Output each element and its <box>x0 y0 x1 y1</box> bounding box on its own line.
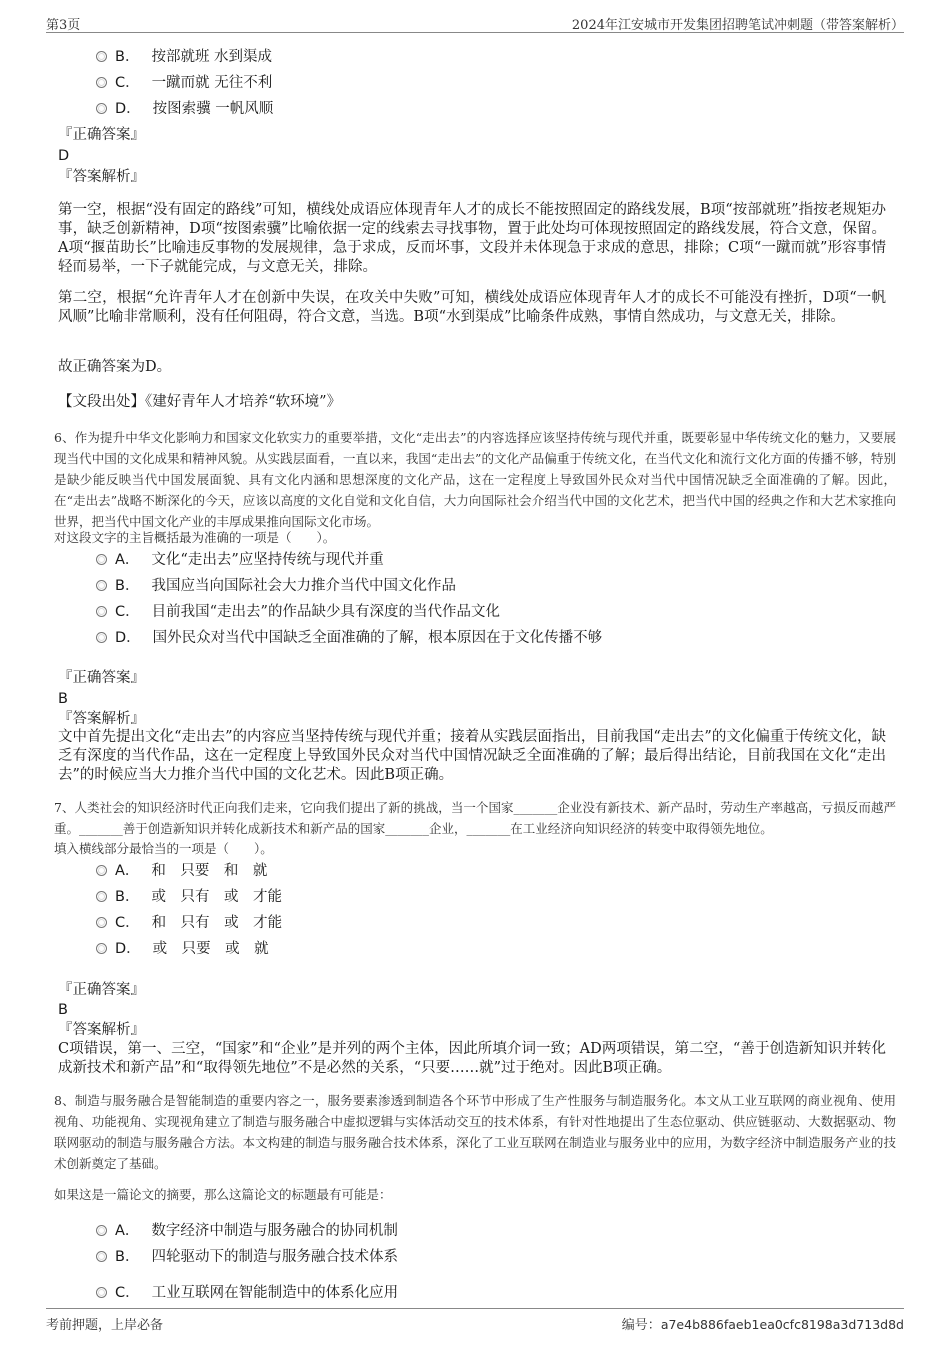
radio-icon[interactable] <box>96 77 107 88</box>
q6-option-a[interactable]: A． 文化“走出去”应坚持传统与现代并重 <box>96 550 384 570</box>
q5-answer: D <box>58 148 70 164</box>
q8-passage: 8、制造与服务融合是智能制造的重要内容之一，服务要素渗透到制造各个环节中形成了生产性服务与制造服务化。本文从工业互联网的商业视角、使用视角、功能视角、实现视角建立了制造与服务融合中虚拟逻辑与实体活动交互的技术体系，有针对性地提出了生态位驱动、供应链驱动、大数据驱动、物联网驱动的制造与服务融合方法。本文构建的制造与服务融合技术体系，深化了工业互联网在制造业与服务业中的应用，为数字经济中制造服务产业的技术创新奠定了基础。 <box>54 1093 896 1171</box>
page-footer <box>46 1308 904 1333</box>
q6-option-d[interactable]: D． 国外民众对当代中国缺乏全面准确的了解，根本原因在于文化传播不够 <box>96 628 602 648</box>
q5-analysis-heading: 『答案解析』 <box>58 169 145 185</box>
q8-option-b[interactable]: B． 四轮驱动下的制造与服务融合技术体系 <box>96 1247 398 1267</box>
q6-analysis-heading: 『答案解析』 <box>58 711 145 727</box>
radio-icon[interactable] <box>96 943 107 954</box>
q7-option-a[interactable]: A． 和 只要 和 就 <box>96 861 267 881</box>
radio-icon[interactable] <box>96 1251 107 1262</box>
page-header <box>46 12 904 33</box>
q7-analysis-heading: 『答案解析』 <box>58 1022 145 1038</box>
radio-icon[interactable] <box>96 554 107 565</box>
q5-analysis-paragraph-2: 第二空，根据“允许青年人才在创新中失误，在攻关中失败”可知，横线处成语应体现青年人才的成长不可能没有挫折，D项“一帆风顺”比喻非常顺利，没有任何阻碍，符合文意，当选。B项“水到渠成”比喻条件成熟，事情自然成功，与文意无关，排除。 <box>58 290 886 325</box>
radio-icon[interactable] <box>96 103 107 114</box>
q7-answer-heading: 『正确答案』 <box>58 982 145 998</box>
q5-option-b[interactable]: B． 按部就班 水到渠成 <box>96 47 272 67</box>
radio-icon[interactable] <box>96 606 107 617</box>
q7-answer: B <box>58 1002 68 1018</box>
radio-icon[interactable] <box>96 1287 107 1298</box>
q7-option-b[interactable]: B． 或 只有 或 才能 <box>96 887 282 907</box>
q6-option-b[interactable]: B． 我国应当向国际社会大力推介当代中国文化作品 <box>96 576 456 596</box>
radio-icon[interactable] <box>96 1225 107 1236</box>
q7-option-d[interactable]: D． 或 只要 或 就 <box>96 939 269 959</box>
q6-answer-heading: 『正确答案』 <box>58 670 145 686</box>
page-number: 第3页 <box>46 18 81 33</box>
q6-prompt: 对这段文字的主旨概括最为准确的一项是（ ）。 <box>54 530 336 545</box>
q7-analysis: C项错误，第一、三空，“国家”和“企业”是并列的两个主体，因此所填介词一致；AD两项错误，第二空，“善于创造新知识并转化成新技术和新产品”和“取得领先地位”不是必然的关系，“只要……就”过于绝对。因此B项正确。 <box>58 1041 886 1076</box>
q7-option-c[interactable]: C． 和 只有 或 才能 <box>96 913 282 933</box>
q5-source: 【文段出处】《建好青年人才培养“软环境”》 <box>58 394 342 410</box>
radio-icon[interactable] <box>96 917 107 928</box>
q5-analysis-paragraph-1: 第一空，根据“没有固定的路线”可知，横线处成语应体现青年人才的成长不能按照固定的路线发展，B项“按部就班”指按老规矩办事，缺乏创新精神，D项“按图索骥”比喻依据一定的线索去寻找事物，置于此处均可体现按照固定的路线发展，符合文意，保留。A项“揠苗助长”比喻违反事物的发展规律，急于求成，反而坏事，文段并未体现急于求成的意思，排除；C项“一蹴而就”形容事情轻而易举，一下子就能完成，与文意无关，排除。 <box>58 202 886 275</box>
q5-answer-heading: 『正确答案』 <box>58 127 145 143</box>
radio-icon[interactable] <box>96 891 107 902</box>
serial-label: 编号： <box>621 1318 661 1333</box>
radio-icon[interactable] <box>96 51 107 62</box>
footer-motto: 考前押题，上岸必备 <box>46 1318 164 1333</box>
radio-icon[interactable] <box>96 632 107 643</box>
q8-option-a[interactable]: A． 数字经济中制造与服务融合的协同机制 <box>96 1221 398 1241</box>
q8-option-c[interactable]: C． 工业互联网在智能制造中的体系化应用 <box>96 1283 398 1303</box>
radio-icon[interactable] <box>96 580 107 591</box>
q5-option-d[interactable]: D． 按图索骥 一帆风顺 <box>96 99 273 119</box>
q6-answer: B <box>58 691 68 707</box>
q7-prompt: 填入横线部分最恰当的一项是（ ）。 <box>54 841 273 856</box>
q6-option-c[interactable]: C． 目前我国“走出去”的作品缺少具有深度的当代作品文化 <box>96 602 500 622</box>
radio-icon[interactable] <box>96 865 107 876</box>
footer-serial <box>622 1314 904 1333</box>
q5-option-c[interactable]: C． 一蹴而就 无往不利 <box>96 73 272 93</box>
q6-analysis: 文中首先提出文化“走出去”的内容应当坚持传统与现代并重；接着从实践层面指出，目前我国“走出去”的文化偏重于传统文化，缺乏有深度的当代作品，这在一定程度上导致国外民众对当代中国情况缺乏全面准确的了解；最后得出结论，目前我国在文化“走出去”的时候应当大力推介当代中国的文化艺术。因此B项正确。 <box>58 729 886 783</box>
q6-passage: 6、作为提升中华文化影响力和国家文化软实力的重要举措，文化“走出去”的内容选择应该坚持传统与现代并重，既要彰显中华传统文化的魅力，又要展现当代中国的文化成果和精神风貌。从实践层面看，一直以来，我国“走出去”的文化产品偏重于传统文化，在当代文化和流行文化方面的传播不够，特别是缺少能反映当代中国发展面貌、具有文化内涵和思想深度的文化产品，这在一定程度上导致国外民众对当代中国情况缺乏全面准确的了解。因此，在“走出去”战略不断深化的今天，应该以高度的文化自觉和文化自信，大力向国际社会介绍当代中国的文化艺术，把当代中国的经典之作和大艺术家推向世界，把当代中国文化产业的丰厚成果推向国际文化市场。 <box>54 430 896 529</box>
document-title: 2024年江安城市开发集团招聘笔试冲刺题（带答案解析） <box>571 18 904 33</box>
q7-passage: 7、人类社会的知识经济时代正向我们走来，它向我们提出了新的挑战，当一个国家_______企业没有新技术、新产品时，劳动生产率越高，亏损反而越严重。_______善于创造新知识并转化成新技术和新产品的国家_______企业，_______在工业经济向知识经济的转变中取得领先地位。 <box>54 800 896 836</box>
q8-prompt: 如果这是一篇论文的摘要，那么这篇论文的标题最有可能是： <box>54 1187 392 1202</box>
serial-number: a7e4b886faeb1ea0cfc8198a3d713d8d <box>660 1317 904 1332</box>
q5-conclusion: 故正确答案为D。 <box>58 359 172 375</box>
